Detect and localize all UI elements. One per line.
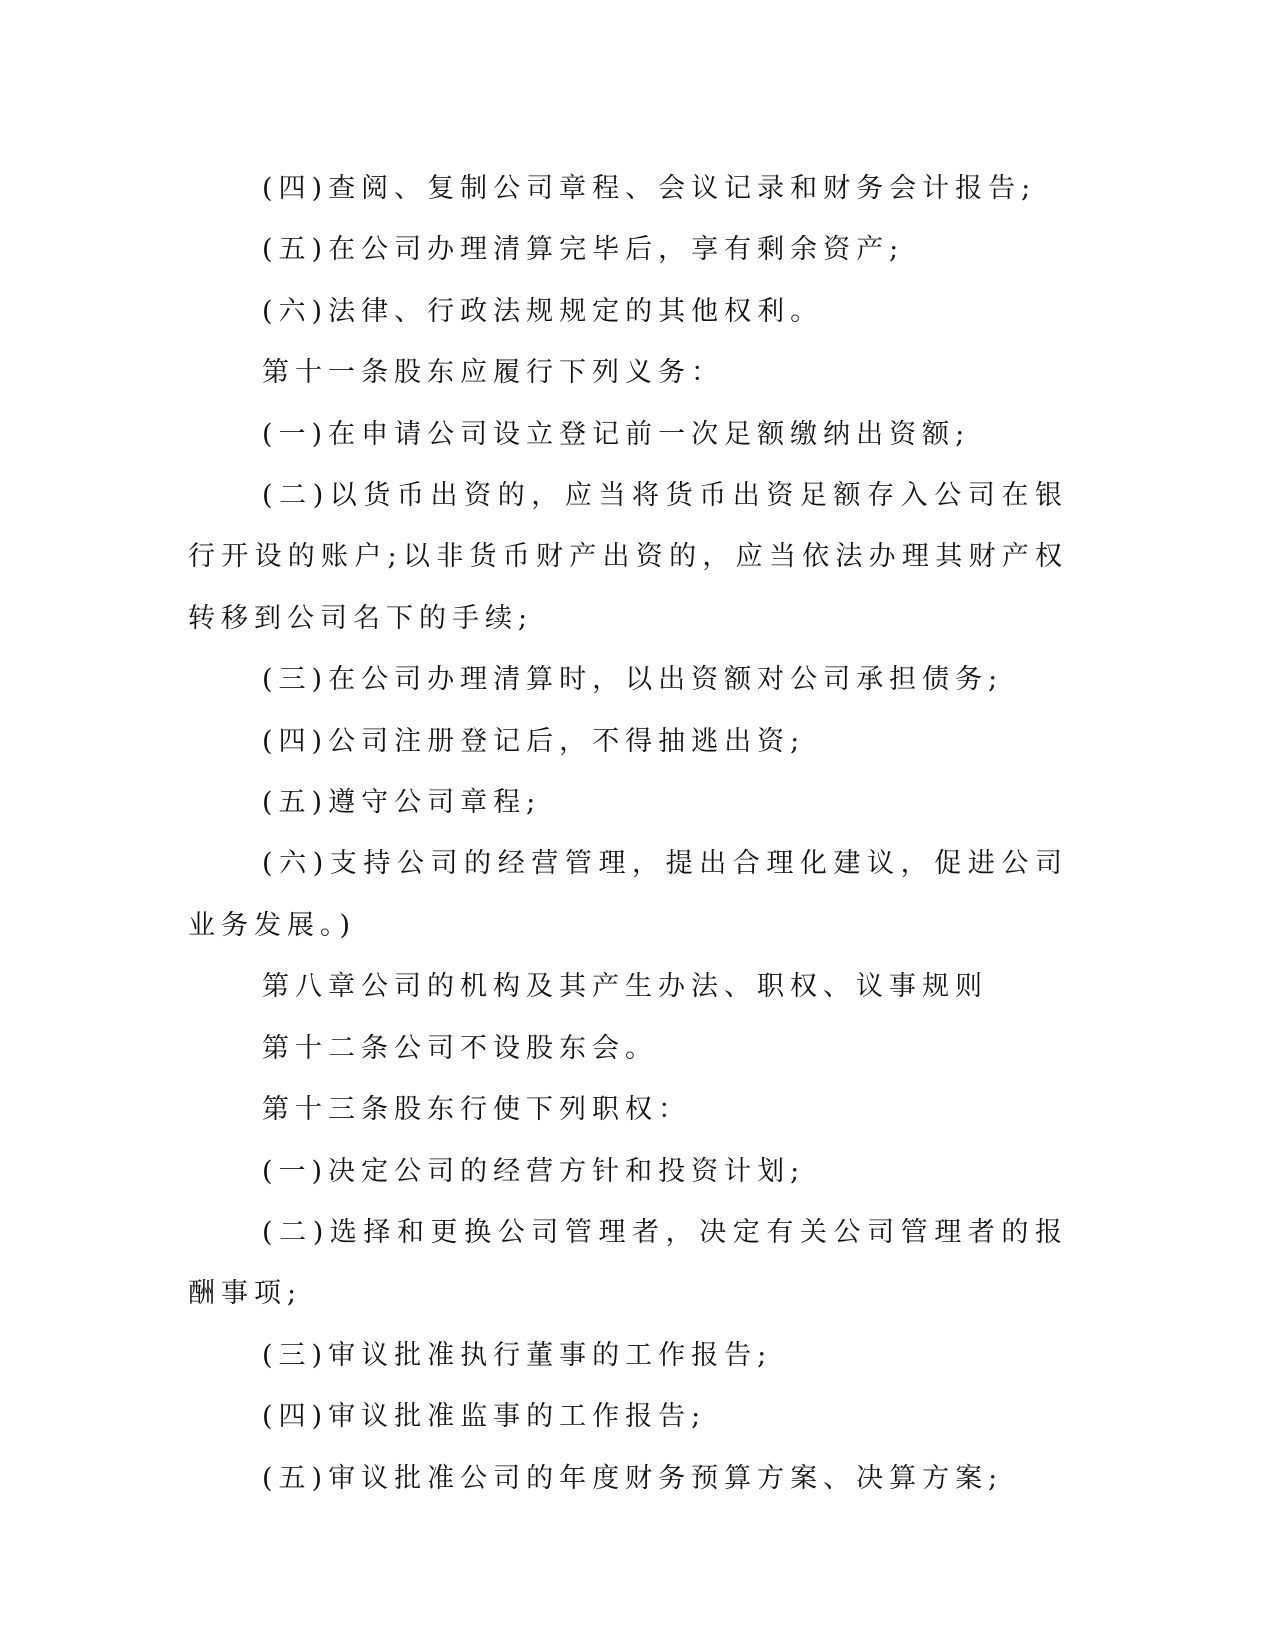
paragraph-15: (二)选择和更换公司管理者，决定有关公司管理者的报酬事项; <box>188 1216 1068 1310</box>
paragraph-7: (三)在公司办理清算时，以出资额对公司承担债务; <box>262 664 1004 696</box>
paragraph-18: (五)审议批准公司的年度财务预算方案、决算方案; <box>262 1462 1004 1494</box>
paragraph-6: (二)以货币出资的，应当将货币出资足额存入公司在银行开设的账户;以非货币财产出资的，应当依法办理其财产权转移到公司名下的手续; <box>188 480 1068 634</box>
paragraph-9: (五)遵守公司章程; <box>262 787 542 819</box>
paragraph-3: (六)法律、行政法规规定的其他权利。 <box>262 295 824 327</box>
paragraph-5: (一)在申请公司设立登记前一次足额缴纳出资额; <box>262 418 971 450</box>
paragraph-14: (一)决定公司的经营方针和投资计划; <box>262 1155 806 1187</box>
chapter-heading: 第八章公司的机构及其产生办法、职权、议事规则 <box>262 971 988 1003</box>
paragraph-10: (六)支持公司的经营管理，提出合理化建议，促进公司业务发展。) <box>188 848 1068 941</box>
paragraph-8: (四)公司注册登记后，不得抽逃出资; <box>262 725 806 757</box>
paragraph-1: (四)查阅、复制公司章程、会议记录和财务会计报告; <box>262 173 1037 204</box>
paragraph-12: 第十二条公司不设股东会。 <box>262 1032 658 1064</box>
document-body <box>188 158 1068 1509</box>
paragraph-17: (四)审议批准监事的工作报告; <box>262 1401 707 1433</box>
paragraph-4: 第十一条股东应履行下列义务： <box>262 357 724 389</box>
paragraph-2: (五)在公司办理清算完毕后，享有剩余资产; <box>262 234 905 266</box>
paragraph-13: 第十三条股东行使下列职权： <box>262 1094 691 1126</box>
paragraph-16: (三)审议批准执行董事的工作报告; <box>262 1339 773 1371</box>
